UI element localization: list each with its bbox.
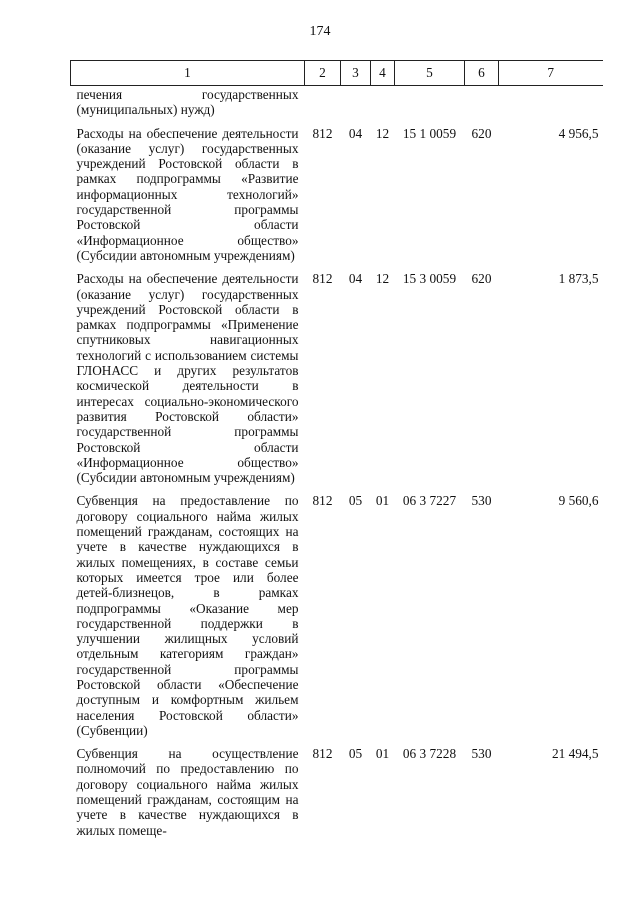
column-header: 6 (465, 61, 499, 86)
row-target-code: 15 3 0059 (402, 271, 457, 287)
row-subsection: 12 (375, 271, 390, 287)
row-amount: 1 873,5 (558, 271, 599, 287)
row-description: Расходы на обеспечение деятельности (оказание услуг) государственных учреждений Ростовской области в рамках подпрограммы «Развитие информационных технологий» государственной программы Ростовской области «Информационное общество» (Субсидии автономным учреждениям) (76, 125, 299, 263)
row-section: 05 (348, 493, 363, 509)
row-target-code: 06 3 7228 (402, 746, 457, 762)
column-header: 7 (499, 61, 603, 86)
row-amount: 21 494,5 (551, 746, 599, 762)
table-row (71, 271, 603, 485)
row-admin-code: 812 (312, 493, 333, 509)
row-target-code: 06 3 7227 (402, 493, 457, 509)
table-row-continuation (71, 86, 603, 118)
row-section: 05 (348, 746, 363, 762)
row-expense-type: 530 (471, 746, 492, 762)
row-amount: 4 956,5 (558, 125, 599, 141)
row-subsection: 01 (375, 493, 390, 509)
row-section: 04 (348, 125, 363, 141)
column-header: 3 (341, 61, 371, 86)
column-header: 2 (305, 61, 341, 86)
budget-table (70, 60, 603, 838)
row-description: Субвенция на предоставление по договору социального найма жилых помещений гражданам, состоящих на учете в качестве нуждающихся в жилых помещениях, в составе семьи которых имеется трое или более детей-близнецов, в рамках подпрограммы «Оказание мер государственной поддержки в улучшении жилищных условий отдельным категориям граждан» государственной программы Ростовской области «Обеспечение доступным и комфортным жильем населения Ростовской области» (Субвенции) (76, 493, 299, 738)
row-description: печения государственных (муниципальных) нужд) (76, 87, 299, 118)
column-header: 5 (395, 61, 465, 86)
row-admin-code: 812 (312, 271, 333, 287)
table-header (71, 61, 603, 86)
page-number: 174 (309, 24, 331, 39)
row-section: 04 (348, 271, 363, 287)
row-subsection: 12 (375, 125, 390, 141)
row-expense-type: 620 (471, 125, 492, 141)
row-amount: 9 560,6 (558, 493, 599, 509)
row-description: Расходы на обеспечение деятельности (оказание услуг) государственных учреждений Ростовской области в рамках подпрограммы «Применение спутниковых навигационных технологий с использованием системы ГЛОНАСС и других результатов космической деятельности в интересах социально-экономического развития Ростовской области» государственной программы Ростовской области «Информационное общество» (Субсидии автономным учреждениям) (76, 271, 299, 486)
row-admin-code: 812 (312, 125, 333, 141)
table-row (71, 126, 603, 264)
row-description: Субвенция на осуществление полномочий по предоставлению по договору социального найма жилых помещений гражданам, состоящим на учете в качестве нуждающихся в жилых помеще- (76, 746, 299, 838)
row-target-code: 15 1 0059 (402, 125, 457, 141)
table-row (71, 746, 603, 838)
row-expense-type: 620 (471, 271, 492, 287)
row-admin-code: 812 (312, 746, 333, 762)
row-expense-type: 530 (471, 493, 492, 509)
column-header: 4 (371, 61, 395, 86)
table-row (71, 493, 603, 738)
column-header: 1 (71, 61, 305, 86)
row-subsection: 01 (375, 746, 390, 762)
